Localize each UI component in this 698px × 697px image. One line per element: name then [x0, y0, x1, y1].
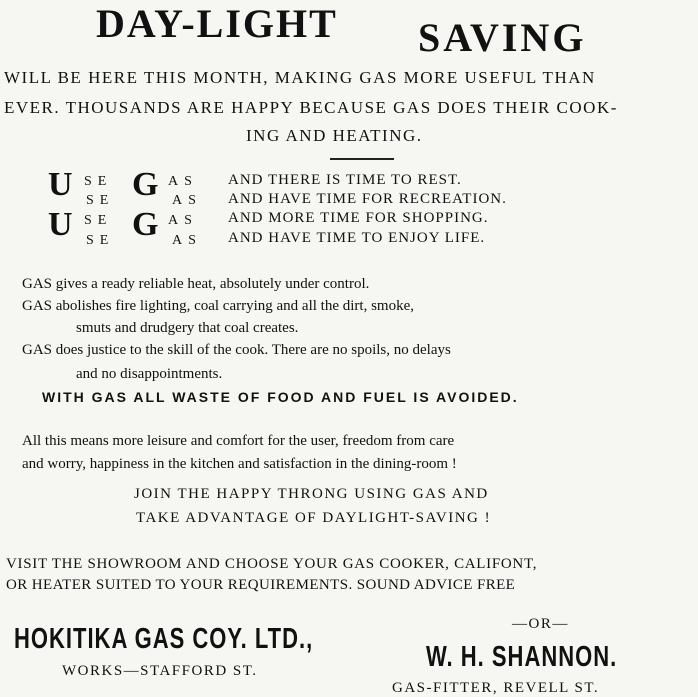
benefit-line-2: GAS abolishes fire lighting, coal carrying and all the dirt, smoke, — [22, 298, 414, 314]
use-suffix: SE — [84, 213, 113, 228]
divider-rule — [330, 158, 394, 160]
gas-suffix: AS — [168, 213, 198, 228]
firm-shannon-name: W. H. SHANNON. — [426, 640, 618, 673]
leisure-line-1: All this means more leisure and comfort for the user, freedom from care — [22, 433, 455, 449]
use-gas-line-1: AND THERE IS TIME TO REST. — [228, 172, 462, 188]
firm-hokitika-address: WORKS—STAFFORD ST. — [62, 663, 258, 679]
gas-suffix: AS — [172, 233, 202, 248]
visit-line-1: VISIT THE SHOWROOM AND CHOOSE YOUR GAS COOKER, CALIFONT, — [6, 556, 538, 572]
firm-shannon-address: GAS-FITTER, REVELL ST. — [392, 680, 600, 696]
intro-line-3: ING AND HEATING. — [246, 126, 423, 145]
benefit-line-5: and no disappointments. — [76, 366, 223, 382]
use-gas-line-2: AND HAVE TIME FOR RECREATION. — [228, 191, 507, 207]
use-gas-line-3: AND MORE TIME FOR SHOPPING. — [228, 210, 489, 226]
or-label: —OR— — [512, 616, 569, 632]
use-suffix: SE — [86, 193, 115, 208]
intro-line-2: EVER. THOUSANDS ARE HAPPY BECAUSE GAS DOES THEIR COOK- — [4, 98, 618, 117]
benefit-line-1: GAS gives a ready reliable heat, absolutely under control. — [22, 276, 370, 292]
use-gas-line-4: AND HAVE TIME TO ENJOY LIFE. — [228, 230, 486, 246]
benefit-line-3: smuts and drudgery that coal creates. — [76, 320, 299, 336]
firm-hokitika-name: HOKITIKA GAS COY. LTD., — [14, 622, 314, 655]
waste-statement: WITH GAS ALL WASTE OF FOOD AND FUEL IS AVOIDED. — [42, 389, 519, 405]
big-u-letter: U — [48, 166, 73, 203]
big-g-letter: G — [132, 166, 159, 203]
heading-daylight: DAY-LIGHT — [96, 1, 338, 46]
join-line-1: JOIN THE HAPPY THRONG USING GAS AND — [134, 486, 489, 502]
intro-line-1: WILL BE HERE THIS MONTH, MAKING GAS MORE USEFUL THAN — [4, 68, 596, 87]
use-suffix: SE — [84, 174, 113, 189]
gas-suffix: AS — [168, 174, 198, 189]
join-line-2: TAKE ADVANTAGE OF DAYLIGHT-SAVING ! — [136, 510, 492, 526]
heading-saving: SAVING — [418, 15, 587, 60]
use-suffix: SE — [86, 233, 115, 248]
gas-suffix: AS — [172, 193, 202, 208]
big-u-letter: U — [48, 206, 73, 243]
leisure-line-2: and worry, happiness in the kitchen and satisfaction in the dining-room ! — [22, 456, 457, 472]
visit-line-2: OR HEATER SUITED TO YOUR REQUIREMENTS. SOUND ADVICE FREE — [6, 577, 516, 593]
benefit-line-4: GAS does justice to the skill of the cook. There are no spoils, no delays — [22, 342, 451, 358]
big-g-letter: G — [132, 206, 159, 243]
